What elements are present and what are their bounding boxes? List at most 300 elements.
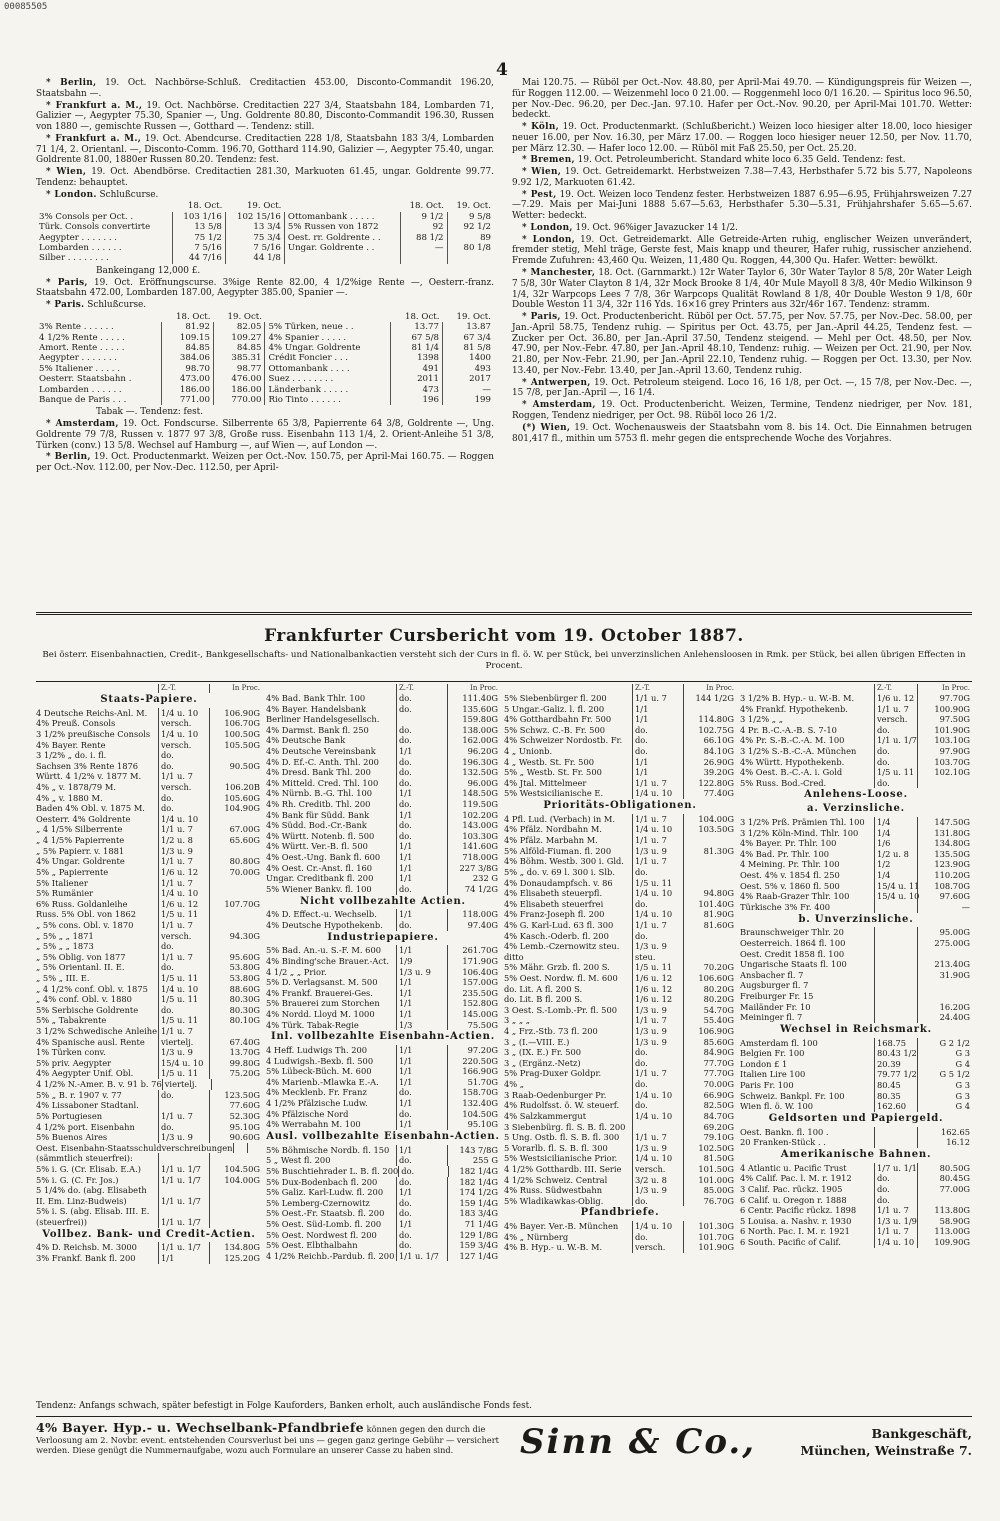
- price: 105.60G: [209, 793, 262, 804]
- price-cell: 84.85: [162, 343, 214, 353]
- price: 100.50G: [209, 729, 262, 740]
- news-item: [512, 155, 972, 166]
- security-name: 6 South. Pacific of Calif.: [740, 1236, 841, 1247]
- news-place: * Wien,: [522, 167, 562, 178]
- price-cell: [400, 253, 447, 263]
- security-row: [36, 931, 262, 942]
- security-name: 5% Oest. Süd-Lomb. fl. 200: [266, 1218, 382, 1229]
- price-cell: 98.70: [162, 364, 214, 374]
- security-row: [504, 909, 736, 920]
- price-cell: 491: [391, 364, 443, 374]
- security-row: [504, 1100, 736, 1111]
- interest-term: do.: [632, 1196, 683, 1207]
- security-row: [740, 1216, 972, 1227]
- price: 101.00G: [683, 1175, 736, 1186]
- security-row: [266, 767, 500, 778]
- security-row: [504, 1079, 736, 1090]
- news-place: * Pest,: [522, 189, 557, 200]
- security-name: Ungar. Goldrente . .: [284, 243, 400, 253]
- security-row: [504, 1153, 736, 1164]
- security-row: [36, 1143, 262, 1154]
- news-item: [36, 300, 494, 311]
- price: 16.20G: [917, 1002, 972, 1013]
- news-text: 19. Oct. Productenbericht. Rüböl per Oct. 57.75, per Nov. 57.75, per Nov.-Dec. 58.00, per Jan.-April 58.75, Tendenz ruhig. — Spiritus per Oct. 43.75, per Jan.-April 44.25, Tendenz fest. — Zucker per Oct. 36.80, per Jan.-April 37.50, Tendenz steigend. — Mehl per Oct. 48.50, per Nov. 47.90, per Nov.-Febr. 47.80, per Jan.-April 48.10, Tendenz: ruhig. — Weizen per Oct. 21.90, per Nov. 21.80, per Nov.-Febr. 21.90, per Jan.-April 22.10, Tendenz ruhig. — Roggen per Oct. 13.30, per Nov. 13.40, per Nov.-Febr. 13.40, per Jan.-April 13.60, Tendenz ruhig.: [512, 312, 972, 376]
- news-item: [512, 378, 972, 400]
- interest-term: do.: [396, 1230, 447, 1241]
- news-text: 19. Oct. Fondscurse. Silberrente 65 3/8, Papierrente 64 3/8, Goldrente —, Ung. Goldrente 79 7/8, Russen v. 1877 97 3/8, Große russ. Eisenbahn 113 1/4, 2. Orient-Anleihe 51 3/8, Türken (conv.) 13 5/8. Wechsel auf Hamburg —, auf Wien —, auf London —.: [36, 419, 495, 451]
- security-name: „ 4 1/5% Silberrente: [36, 824, 123, 835]
- security-row: [504, 1221, 736, 1232]
- security-name: 4% „ v. 1880 M.: [36, 792, 103, 803]
- interest-term: 1/4 u. 10: [158, 984, 209, 995]
- security-name: 4% Deutsche Hypothekenb.: [266, 919, 383, 930]
- security-row: [266, 714, 500, 725]
- security-row: [740, 1069, 972, 1080]
- security-name: 5% Lemberg-Czernowitz: [266, 1197, 370, 1208]
- interest-term: 1/4: [874, 870, 917, 881]
- news-place: * Amsterdam,: [522, 400, 596, 411]
- table-row: [36, 343, 494, 353]
- tendenz-line: Tendenz: Anfangs schwach, später befestigt in Folge Kauforders, Banken erholt, auch ausländische Fonds fest.: [36, 1401, 532, 1411]
- interest-term: 1/1 u. 7: [158, 824, 209, 835]
- price: 55.40G: [683, 1015, 736, 1026]
- price: 138.00G: [447, 725, 500, 736]
- interest-term: do.: [396, 757, 447, 768]
- price: 95.10G: [209, 1122, 262, 1133]
- price: 152.80G: [447, 998, 500, 1009]
- price: 66.90G: [683, 1090, 736, 1101]
- price: 104.90G: [209, 803, 262, 814]
- interest-term: 1/4 u. 10: [632, 824, 683, 835]
- news-text: 19. Oct. Abendcurse. Creditactien 228 1/8, Staatsbahn 183 3/4, Lombarden 71 1/4, 2. Orientanl. —, Disconto-Comm. 196.70, Gotthard 114.90, Galizier —, Aegypter 75.40, ungar. Goldrente 81.00, 1880er Russen 80.20. Tendenz: fest.: [36, 133, 494, 166]
- price: 132.40G: [447, 1098, 500, 1109]
- security-row: [740, 693, 972, 704]
- security-row: [504, 920, 736, 931]
- price: 102.20G: [447, 810, 500, 821]
- news-item: [36, 78, 494, 100]
- security-row: [740, 1226, 972, 1237]
- interest-term: 1/2 u. 8: [874, 849, 917, 860]
- price: 166.90G: [447, 1066, 500, 1077]
- percent-header: In Proc.: [447, 684, 500, 693]
- security-name: 3 „ (Ergänz.-Netz): [504, 1057, 581, 1068]
- security-name: 3 1/2% S.-B.-C.-A. München: [740, 746, 857, 756]
- price: 157.00G: [447, 977, 500, 988]
- security-row: [36, 909, 262, 920]
- interest-term: do.: [158, 803, 209, 814]
- security-name: 4% Mecklenb. Fr. Franz: [266, 1087, 367, 1098]
- interest-term: steu.: [632, 952, 683, 963]
- interest-term: 1/1: [396, 841, 447, 852]
- price: 52.30G: [209, 1111, 262, 1122]
- security-row: [36, 952, 262, 963]
- interest-term: 1/7 u. 1/1: [874, 1163, 917, 1174]
- security-row: [266, 1045, 500, 1056]
- header-spacer: [265, 312, 391, 322]
- price: 97.20G: [447, 1045, 500, 1056]
- price: 106.40G: [447, 967, 500, 978]
- price: 74 1/2G: [447, 884, 500, 895]
- security-name: 5 Vorarlb. fl. S. B. fl. 300: [504, 1142, 608, 1153]
- security-row: [504, 704, 736, 715]
- price: 110.20G: [917, 870, 972, 881]
- news-item: [512, 312, 972, 377]
- interest-term: 1/1 u. 7: [158, 1111, 209, 1122]
- security-row: [504, 888, 736, 899]
- price: 13.70G: [209, 1047, 262, 1058]
- security-row: [504, 1005, 736, 1016]
- price: 106.20B: [209, 782, 262, 793]
- security-row: [266, 945, 500, 956]
- price: 123.90G: [917, 859, 972, 870]
- security-row: [504, 735, 736, 746]
- security-row: [740, 1059, 972, 1070]
- header-spacer: [36, 312, 162, 322]
- interest-term: [874, 980, 917, 991]
- price-cell: 186.00: [162, 385, 214, 395]
- interest-term: do.: [874, 778, 917, 789]
- price-cell: 384.06: [162, 353, 214, 363]
- price: 162.00G: [447, 735, 500, 746]
- security-name: 4% Lemb.-Czernowitz steu.: [504, 941, 620, 952]
- price: 67.40G: [209, 1037, 262, 1048]
- price: 183 3/4G: [447, 1208, 500, 1219]
- security-name: Oesterr. Staatsbahn .: [39, 374, 132, 385]
- interest-term: versch.: [158, 718, 209, 729]
- interest-term: do.: [396, 735, 447, 746]
- price: 102.50G: [683, 1143, 736, 1154]
- security-name: Aegypter . . . . . . .: [39, 232, 118, 243]
- security-row: [504, 693, 736, 704]
- security-name: Ottomanbank . . . . .: [284, 212, 400, 222]
- price: [209, 1217, 262, 1228]
- security-row: [740, 1038, 972, 1049]
- security-row: [36, 1242, 262, 1253]
- interest-term: 1/1 u. 7: [874, 1205, 917, 1216]
- security-row: [266, 1251, 500, 1262]
- news-text: 19. Oct. Getreidemarkt. Herbstweizen 7.38—7.43, Herbsthafer 5.72 bis 5.77, Napoleons 9.92 1/2, Markuoten 61.42.: [512, 167, 973, 188]
- security-name: 3 1/2% Schwedische Anleihe: [36, 1026, 158, 1037]
- security-name: Russ. 5% Obl. von 1862: [36, 909, 137, 920]
- price: 84.90G: [683, 1047, 736, 1058]
- price: [683, 867, 736, 878]
- price: 81.60G: [683, 920, 736, 931]
- price-cell: 476.00: [213, 374, 265, 384]
- price: 80.50G: [917, 1163, 972, 1174]
- security-row: [36, 1079, 262, 1090]
- section-heading: b. Unverzinsliche.: [798, 913, 914, 925]
- security-row: [504, 984, 736, 995]
- security-name: 5% „ do. v. 69 l. 300 i. Slb.: [504, 866, 615, 877]
- price-cell: 771.00: [162, 395, 214, 405]
- interest-term: 1/1 u. 7: [632, 1132, 683, 1143]
- section-rule: [36, 612, 972, 615]
- price: 69.20G: [683, 1122, 736, 1133]
- security-name: 4 1/2 „ „ Prior.: [266, 966, 327, 977]
- interest-term: [874, 959, 917, 970]
- price: 103.30G: [447, 831, 500, 842]
- price-cell: 770.00: [213, 395, 265, 405]
- price: 261.70G: [447, 945, 500, 956]
- price: 80.80G: [209, 856, 262, 867]
- security-name: 4% Bayer. Pr. Thlr. 100: [740, 838, 837, 849]
- price: 159 1/4G: [447, 1198, 500, 1209]
- interest-term: 1/3 u. 9: [632, 1143, 683, 1154]
- interest-term: 1/1: [632, 714, 683, 725]
- security-name: 5% Westsicilianische E.: [504, 788, 604, 799]
- interest-term: [632, 1122, 683, 1133]
- security-name: 1% Türken conv.: [36, 1047, 106, 1058]
- security-name: „ 4 1/2% conf. Obl. v. 1875: [36, 983, 148, 994]
- security-row: [504, 994, 736, 1005]
- news-item: [512, 122, 972, 154]
- security-name: 4% Oest. B.-C.-A. i. Gold: [740, 767, 843, 778]
- price: 85.00G: [683, 1185, 736, 1196]
- percent-header: In Proc.: [209, 684, 262, 693]
- price: 82.50G: [683, 1100, 736, 1111]
- security-row: [266, 841, 500, 852]
- security-row: [504, 941, 736, 952]
- security-name: 4% Böhm. Westb. 300 i. Gld.: [504, 856, 624, 867]
- security-row: [266, 1056, 500, 1067]
- price: 101.90G: [917, 725, 972, 736]
- security-name: Lombarden . . . . . .: [39, 242, 122, 253]
- price: 113.80G: [917, 1205, 972, 1216]
- interest-term: 1/5 u. 11: [158, 973, 209, 984]
- price-cell: 109.15: [162, 333, 214, 343]
- security-name: 5% „ Tabakrente: [36, 1015, 107, 1026]
- interest-term: 1/1: [396, 1009, 447, 1020]
- security-row: [504, 714, 736, 725]
- interest-term: 1/1: [632, 767, 683, 778]
- table-row: [36, 374, 494, 384]
- header-spacer: [36, 201, 173, 211]
- security-name: 5% „ Papierrente: [36, 866, 109, 877]
- price: 134.80G: [209, 1242, 262, 1253]
- price-cell: 7 5/16: [225, 243, 284, 253]
- security-row: [740, 949, 972, 960]
- interest-term: 80.35: [874, 1091, 917, 1102]
- security-row: [740, 1012, 972, 1023]
- price: 114.80G: [683, 714, 736, 725]
- security-row: [740, 1184, 972, 1195]
- price: 97.40G: [447, 920, 500, 931]
- security-name: 3 1/2% preußische Consols: [36, 728, 151, 739]
- security-name: 4% „ v. 1878/79 M.: [36, 782, 116, 793]
- price: [209, 888, 262, 899]
- price: 77.60G: [209, 1100, 262, 1111]
- security-row: [266, 788, 500, 799]
- price: [683, 952, 736, 963]
- interest-term: viertelj.: [162, 1079, 211, 1090]
- section-heading: Wechsel in Reichsmark.: [780, 1023, 932, 1035]
- price: 220.50G: [447, 1056, 500, 1067]
- price: [211, 1079, 262, 1090]
- price: 122.80G: [683, 778, 736, 789]
- price: 103.50G: [683, 824, 736, 835]
- security-name: 4% Bayer. Handelsbank: [266, 703, 367, 714]
- security-name: 6% Russ. Goldanleihe: [36, 898, 128, 909]
- price: 71 1/4G: [447, 1219, 500, 1230]
- security-name: 6 North. Pac. I. M. r. 1921: [740, 1226, 850, 1237]
- security-row: [36, 888, 262, 899]
- security-name: 3 „ (IX. E.) Fr. 500: [504, 1047, 582, 1058]
- news-text: Schlußcurse.: [87, 300, 147, 311]
- date-header: 18. Oct.: [187, 201, 223, 212]
- price: 134.80G: [917, 838, 972, 849]
- security-name: Banque de Paris . . .: [39, 394, 127, 405]
- security-name: Augsburger fl. 7: [740, 980, 809, 991]
- security-row: [36, 1122, 262, 1133]
- security-name: 5% Mähr. Grzb. fl. 200 S.: [504, 962, 610, 973]
- interest-term: 1/5 u. 11: [158, 1068, 209, 1079]
- security-name: 5% Dux-Bodenbach fl. 200: [266, 1176, 378, 1187]
- interest-term: 1/4 u. 10: [158, 888, 209, 899]
- interest-term: 1/4: [874, 817, 917, 828]
- interest-term: 1/1: [632, 704, 683, 715]
- security-row: [36, 793, 262, 804]
- security-name: 4% Jtal. Mittelmeer: [504, 777, 587, 788]
- price: 101.70G: [683, 1232, 736, 1243]
- security-row: [36, 846, 262, 857]
- security-name: 5 Ung. Ostb. fl. S. B. fl. 300: [504, 1132, 620, 1143]
- price: 119.50G: [447, 799, 500, 810]
- price-cell: 9 1/2: [400, 212, 447, 222]
- paris-note: Tabak —. Tendenz: fest.: [96, 407, 204, 418]
- security-name: 5% Serbische Goldrente: [36, 1004, 139, 1015]
- security-row: [266, 778, 500, 789]
- security-name: 3 1/2% „ do. i. fl.: [36, 750, 107, 761]
- price: 99.80G: [209, 1058, 262, 1069]
- security-name: Meininger fl. 7: [740, 1012, 803, 1023]
- price: 80.10G: [209, 1015, 262, 1026]
- interest-term: do.: [632, 1058, 683, 1069]
- security-name: 4% Nürnb. B.-G. Thl. 100: [266, 788, 373, 799]
- security-row: [740, 870, 972, 881]
- security-row: [266, 1155, 500, 1166]
- column-header: [36, 684, 262, 693]
- bourse-column-2: [266, 684, 500, 1261]
- security-name: 4 1/2% Reichb.-Pardub. fl. 200: [266, 1250, 395, 1261]
- news-text: 19. Oct. Nachbörse. Creditactien 227 3/4, Staatsbahn 184, Lombarden 71, Galizier —, Aegypter 75.30, Spanier —, Ung. Goldrente 80.80, Disconto-Commandit 196.30, Russen von 1880 —, gemischte Russen —, Gotthard —. Tendenz: still.: [36, 100, 495, 133]
- price: 102.75G: [683, 725, 736, 736]
- interest-term: 1/1: [396, 1056, 447, 1067]
- interest-term-header: Z.-T.: [874, 684, 917, 693]
- section-heading: a. Verzinsliche.: [807, 803, 905, 815]
- bourse-column-3: [504, 684, 736, 1253]
- price: 97.70G: [917, 693, 972, 704]
- price-cell: 1398: [391, 353, 443, 363]
- security-name: Schweiz. Bankpl. Fr. 100: [740, 1090, 845, 1101]
- news-place: * Antwerpen,: [522, 377, 591, 388]
- interest-term: 1/1: [396, 1066, 447, 1077]
- interest-term: do.: [158, 750, 209, 761]
- interest-term: 1/1: [396, 988, 447, 999]
- security-row: [266, 1240, 500, 1251]
- interest-term: 1/1 u. 7: [158, 771, 209, 782]
- price-cell: 2011: [391, 374, 443, 384]
- security-row: [504, 1122, 736, 1133]
- security-name: 5% Westsicilianische Prior.: [504, 1153, 618, 1164]
- interest-term: versch.: [158, 782, 209, 793]
- security-name: Mailänder Fr. 10: [740, 1001, 811, 1012]
- interest-term: do.: [396, 725, 447, 736]
- interest-term: 1/4 u. 10: [158, 814, 209, 825]
- security-name: Berliner Handelsgesellsch.: [266, 714, 380, 725]
- interest-term: 1/3 u. 9: [632, 941, 683, 952]
- price: 106.90G: [683, 1026, 736, 1037]
- interest-term: 1/3: [396, 1020, 447, 1031]
- interest-term: 1/1 u. 7: [632, 835, 683, 846]
- interest-term: 1/1: [396, 1145, 447, 1156]
- security-row: [504, 814, 736, 825]
- interest-term: 1/1 u. 7: [158, 878, 209, 889]
- price-cell: 44 1/8: [225, 253, 284, 263]
- security-row: [740, 746, 972, 757]
- security-row: [266, 704, 500, 715]
- security-name: 3 1/2% B. Hyp.- u. W.-B. M.: [740, 692, 855, 703]
- section-heading: Vollbez. Bank- und Credit-Actien.: [42, 1228, 256, 1240]
- security-name: Türkische 3% Fr. 400: [740, 901, 831, 912]
- security-name: Oesterreich. 1864 fl. 100: [740, 937, 846, 948]
- interest-term: [158, 1206, 209, 1217]
- price: 76.70G: [683, 1196, 736, 1207]
- section-heading: Prioritäts-Obligationen.: [543, 800, 697, 812]
- price: 106.90G: [209, 708, 262, 719]
- right-news-column: [512, 78, 972, 445]
- price: 127 1/4G: [447, 1251, 500, 1262]
- interest-term: 1/4 u. 10: [158, 708, 209, 719]
- security-name: 5% Schwz. C.-B. Fr. 500: [504, 724, 606, 735]
- security-row: [740, 704, 972, 715]
- interest-term: do.: [396, 799, 447, 810]
- security-name: 5% Lübeck-Büch. M. 600: [266, 1066, 372, 1077]
- interest-term: 1/4 u. 10: [632, 1090, 683, 1101]
- security-name: 4 1/2% Schweiz. Central: [504, 1174, 608, 1185]
- security-name: 4% Schweizer Nordostb. Fr.: [504, 735, 623, 746]
- price: 182 1/4G: [448, 1166, 500, 1177]
- interest-term: 1/1: [396, 873, 447, 884]
- security-name: 4% Preuß. Consols: [36, 718, 116, 729]
- security-row: [740, 767, 972, 778]
- security-row: [36, 782, 262, 793]
- security-row: [266, 746, 500, 757]
- price: [209, 878, 262, 889]
- security-name: 6 Calif. u. Oregon r. 1888: [740, 1194, 847, 1205]
- price: 51.70G: [447, 1077, 500, 1088]
- security-name: 4% Rh. Creditb. Thl. 200: [266, 799, 371, 810]
- price: 67.00G: [209, 824, 262, 835]
- security-row: [36, 878, 262, 889]
- interest-term: 1/1 u. 7: [874, 704, 917, 715]
- date-header: 19. Oct.: [227, 311, 262, 322]
- security-row: [36, 1253, 262, 1264]
- interest-term: 1/3 u. 9: [632, 1005, 683, 1016]
- price: [209, 1185, 262, 1196]
- security-name: ditto: [504, 951, 524, 962]
- price: 97.50G: [917, 714, 972, 725]
- price: 171.90G: [447, 956, 500, 967]
- price-cell: 75 3/4: [225, 233, 284, 243]
- security-row: [266, 988, 500, 999]
- interest-term: 1/1 u. 1/7: [158, 1164, 209, 1175]
- security-row: [36, 729, 262, 740]
- security-row: [504, 778, 736, 789]
- security-row: [36, 824, 262, 835]
- security-name: Oesterr. 4% Goldrente: [36, 813, 131, 824]
- security-name: 3 1/2% Prß. Prämien Thl. 100: [740, 817, 865, 828]
- interest-term: 1/1 u. 1/7: [158, 1242, 209, 1253]
